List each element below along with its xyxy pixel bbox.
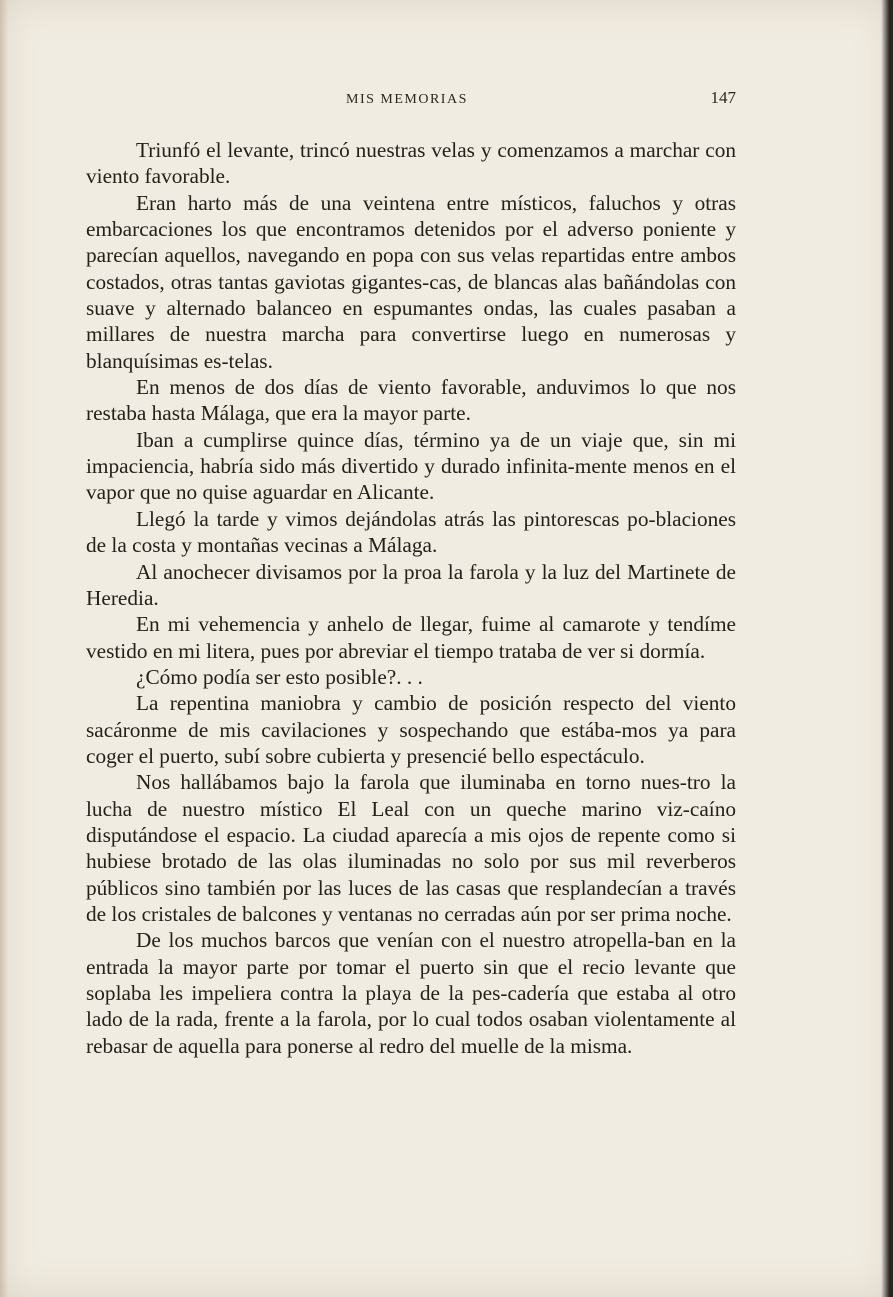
paragraph: Triunfó el levante, trincó nuestras velas y comenzamos a marchar con viento favorable. (86, 138, 736, 189)
paragraph: Al anochecer divisamos por la proa la farola y la luz del Martinete de Heredia. (86, 559, 736, 610)
paragraph: De los muchos barcos que venían con el nuestro atropella-ban en la entrada la mayor parte por tomar el puerto sin que el recio levante que soplaba les impeliera contra la playa de la pes-cadería que estaba al otro lado de la rada, frente a la farola, por lo cual todos osaban violentamente al rebasar de aquella para ponerse al redro del muelle de la misma. (86, 928, 736, 1058)
paragraph: En mi vehemencia y anhelo de llegar, fuime al camarote y tendíme vestido en mi litera, pues por abreviar el tiempo trataba de ver si dormía. (86, 612, 736, 663)
paragraph: La repentina maniobra y cambio de posición respecto del viento sacáronme de mis cavilaciones y sospechando que estába-mos ya para coger el puerto, subí sobre cubierta y presencié bello espectáculo. (86, 691, 736, 768)
paragraph: Iban a cumplirse quince días, término ya de un viaje que, sin mi impaciencia, habría sido más divertido y durado infinita-mente menos en el vapor que no quise aguardar en Alicante. (86, 427, 736, 505)
page-number: 147 (710, 88, 736, 107)
paragraph: En menos de dos días de viento favorable, anduvimos lo que nos restaba hasta Málaga, que era la mayor parte. (86, 375, 736, 426)
body-text (86, 137, 736, 1059)
paragraph: ¿Cómo podía ser esto posible?. . . (136, 664, 423, 689)
page-header (86, 88, 736, 114)
running-title: MIS MEMORIAS (346, 92, 468, 107)
paragraph: Llegó la tarde y vimos dejándolas atrás las pintorescas po-blaciones de la costa y montañas vecinas a Málaga. (86, 506, 736, 558)
paragraph: Nos hallábamos bajo la farola que iluminaba en torno nues-tro la lucha de nuestro místico El Leal con un queche marino viz-caíno disputándose el espacio. La ciudad aparecía a mis ojos de repente como si hubiese brotado de las olas iluminadas no solo por sus mil reverberos públicos sino también por las luces de las casas que resplandecían a través de los cristales de balcones y ventanas no cerradas aún por ser prima noche. (86, 770, 736, 926)
paragraph: Eran harto más de una veintena entre místicos, faluchos y otras embarcaciones los que encontramos detenidos por el adverso poniente y parecían aquellos, navegando en popa con sus velas repartidas entre ambos costados, otras tantas gaviotas gigantes-cas, de blancas alas bañándolas con suave y alternado balanceo en espumantes ondas, las cuales pasaban a millares de nuestra marcha para convertirse luego en numerosas y blanquísimas es-telas. (86, 190, 736, 373)
